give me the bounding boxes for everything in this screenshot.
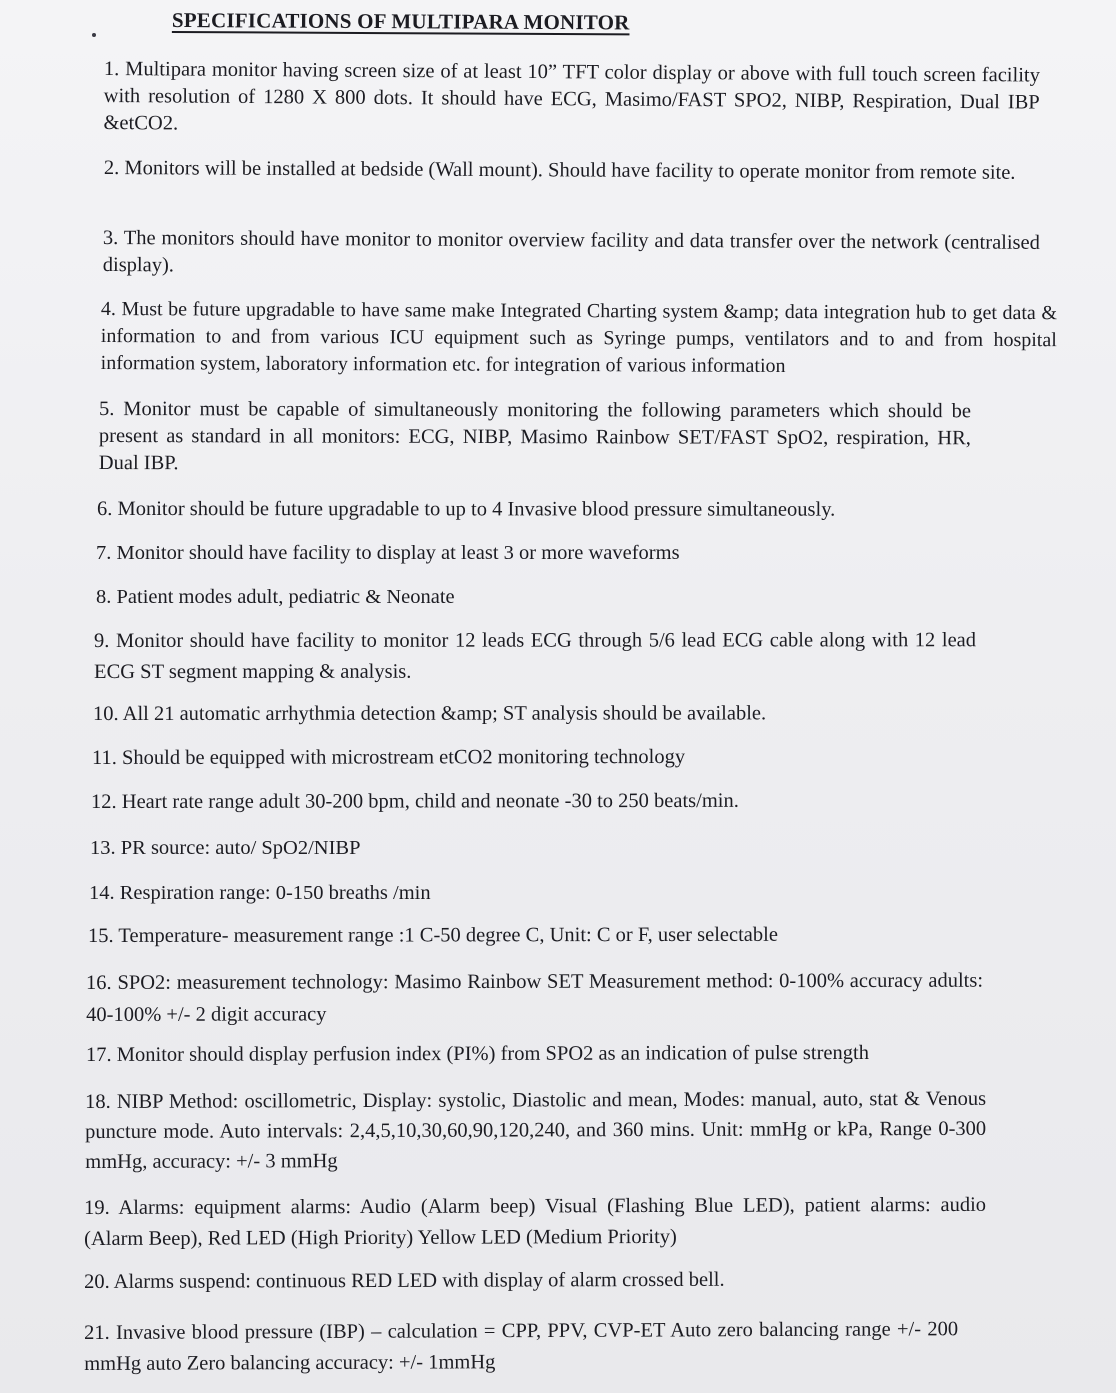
spec-item-5: 5. Monitor must be capable of simultaneously monitoring the following parameters which should be present as standard in all monitors: ECG, NIBP, Masimo Rainbow SET/FAST SpO2, respiration, HR, Dual IBP. [98,398,971,475]
spec-item-16: 16. SPO2: measurement technology: Masimo Rainbow SET Measurement method: 0-100% accuracy adults: 40-100% +/- 2 digit accuracy [86,969,984,1026]
spec-item-11: 11. Should be equipped with microstream etCO2 monitoring technology [92,745,686,769]
spec-item-13: 13. PR source: auto/ SpO2/NIBP [90,837,361,859]
spec-item-20: 20. Alarms suspend: continuous RED LED with display of alarm crossed bell. [84,1268,725,1293]
spec-item-7: 7. Monitor should have facility to display at least 3 or more waveforms [96,542,680,564]
spec-item-9: 9. Monitor should have facility to monitor 12 leads ECG through 5/6 lead ECG cable along with 12 lead ECG ST segment mapping & analysis. [94,629,977,683]
ink-speck [92,33,96,37]
spec-item-19: 19. Alarms: equipment alarms: Audio (Alarm beep) Visual (Flashing Blue LED), patient alarms: audio (Alarm Beep), Red LED (High Priority) Yellow LED (Medium Priority) [84,1193,987,1250]
spec-item-8: 8. Patient modes adult, pediatric & Neonate [96,586,455,608]
spec-item-6: 6. Monitor should be future upgradable to up to 4 Invasive blood pressure simultaneously. [96,498,836,521]
spec-item-1: 1. Multipara monitor having screen size of at least 10” TFT color display or above with full touch screen facility with resolution of 1280 X 800 dots. It should have ECG, Masimo/FAST SPO2, NIBP, Respiration, Dual IBP &etCO2. [103,57,1040,135]
spec-item-3: 3. The monitors should have monitor to monitor overview facility and data transfer over the network (centralised display). [102,226,1040,277]
spec-item-14: 14. Respiration range: 0-150 breaths /min [89,882,431,904]
spec-item-2: 2. Monitors will be installed at bedside (Wall mount). Should have facility to operate monitor from remote site. [103,156,1016,184]
spec-item-18: 18. NIBP Method: oscillometric, Display: systolic, Diastolic and mean, Modes: manual, auto, stat & Venous puncture mode. Auto intervals: 2,4,5,10,30,60,90,120,240, and 360 mins. Unit: mmHg or kPa, Range 0-300 mmHg, accuracy: +/- 3 mmHg [85,1087,987,1173]
spec-item-12: 12. Heart rate range adult 30-200 bpm, child and neonate -30 to 250 beats/min. [91,789,739,813]
spec-item-4: 4. Must be future upgradable to have same make Integrated Charting system &amp; data integration hub to get data & information to and from various ICU equipment such as Syringe pumps, ventilators and to and from hospital information system, laboratory information etc. for integration of various information [100,297,1057,377]
document-title: SPECIFICATIONS OF MULTIPARA MONITOR [171,8,630,35]
spec-item-10: 10. All 21 automatic arrhythmia detection &amp; ST analysis should be available. [93,702,767,725]
spec-item-15: 15. Temperature- measurement range :1 C-50 degree C, Unit: C or F, user selectable [88,923,778,947]
spec-item-17: 17. Monitor should display perfusion index (PI%) from SPO2 as an indication of pulse strength [86,1041,869,1066]
spec-item-21: 21. Invasive blood pressure (IBP) – calculation = CPP, PPV, CVP-ET Auto zero balancing range +/- 200 mmHg auto Zero balancing accuracy: +/- 1mmHg [84,1318,959,1375]
